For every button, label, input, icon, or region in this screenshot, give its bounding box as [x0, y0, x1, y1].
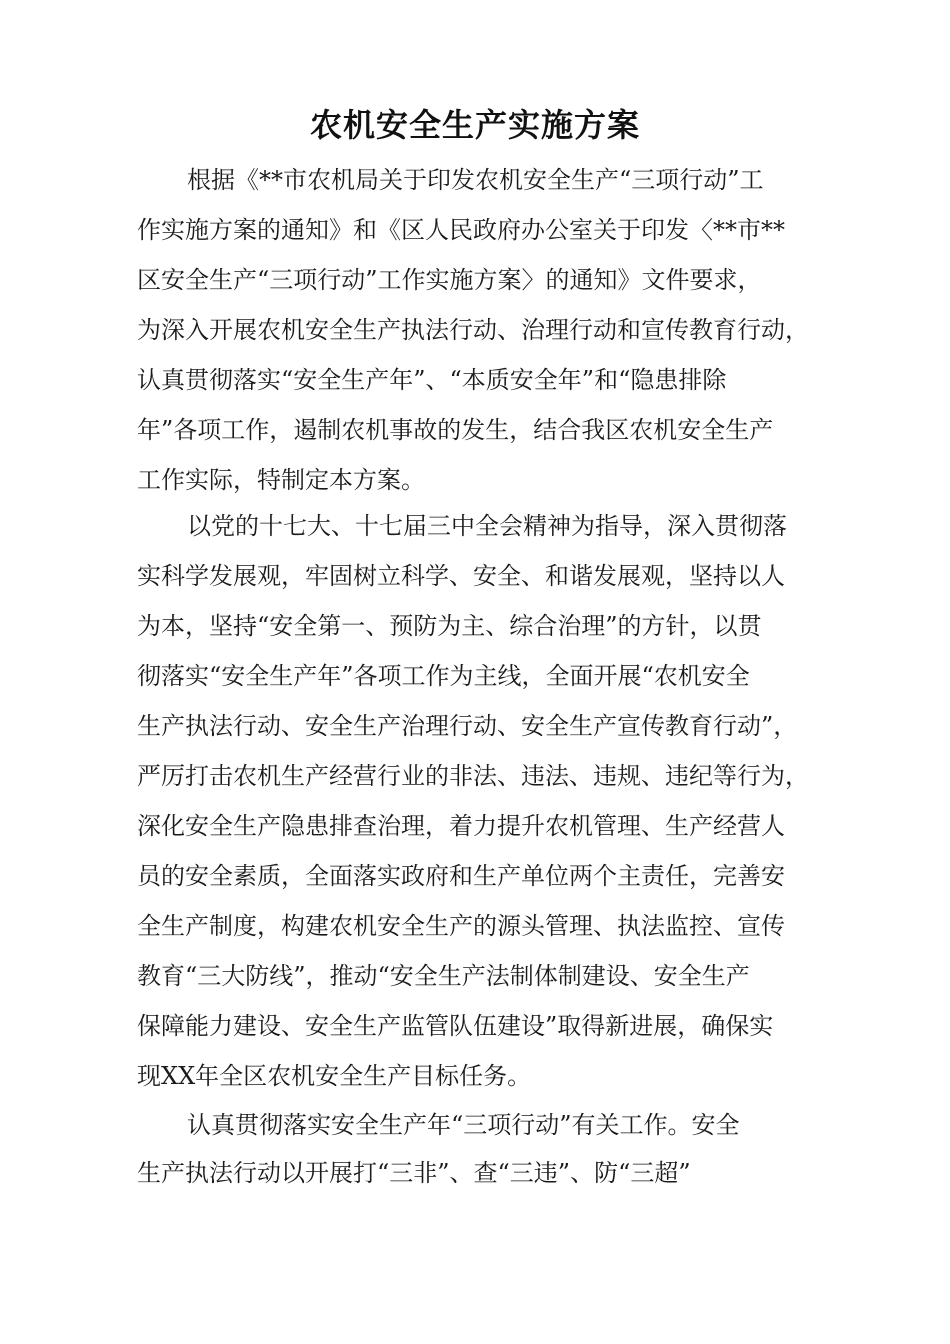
paragraph-line: 作实施方案的通知》和《区人民政府办公室关于印发〈**市** [137, 216, 785, 244]
document-title: 农机安全生产实施方案 [309, 106, 640, 144]
paragraph-line: 认真贯彻落实安全生产年“三项行动”有关工作。安全 [187, 1111, 740, 1139]
paragraph-line: 为本，坚持“安全第一、预防为主、综合治理”的方针，以贯 [137, 612, 762, 640]
paragraph-line: 员的安全素质，全面落实政府和生产单位两个主责任，完善安 [137, 862, 785, 890]
paragraph-2 [137, 501, 837, 1101]
paragraph-line: 教育“三大防线”，推动“安全生产法制体制建设、安全生产 [137, 962, 750, 990]
paragraph-line: 实科学发展观，牢固树立科学、安全、和谐发展观，坚持以人 [137, 562, 785, 590]
paragraph-line: 现XX年全区农机安全生产目标任务。 [137, 1062, 532, 1090]
paragraph-line: 生产执法行动、安全生产治理行动、安全生产宣传教育行动”， [137, 712, 798, 740]
paragraph-line: 年”各项工作，遏制农机事故的发生，结合我区农机安全生产 [137, 416, 774, 444]
paragraph-line: 区安全生产“三项行动”工作实施方案〉的通知》文件要求， [137, 266, 762, 294]
paragraph-line: 以党的十七大、十七届三中全会精神为指导，深入贯彻落 [187, 512, 787, 540]
paragraph-line: 严厉打击农机生产经营行业的非法、违法、违规、违纪等行为， [137, 762, 809, 790]
paragraph-line: 彻落实“安全生产年”各项工作为主线，全面开展“农机安全 [137, 662, 750, 690]
paragraph-line: 生产执法行动以开展打“三非”、查“三违”、防“三超” [137, 1159, 691, 1187]
paragraph-1 [137, 155, 837, 505]
paragraph-3 [137, 1101, 837, 1197]
paragraph-line: 保障能力建设、安全生产监管队伍建设”取得新进展，确保实 [137, 1012, 774, 1040]
paragraph-line: 为深入开展农机安全生产执法行动、治理行动和宣传教育行动， [137, 316, 809, 344]
paragraph-line: 认真贯彻落实“安全生产年”、“本质安全年”和“隐患排除 [137, 366, 727, 394]
paragraph-line: 工作实际，特制定本方案。 [137, 466, 425, 494]
paragraph-line: 根据《**市农机局关于印发农机安全生产“三项行动”工 [187, 166, 764, 194]
paragraph-line: 全生产制度，构建农机安全生产的源头管理、执法监控、宣传 [137, 912, 785, 940]
paragraph-line: 深化安全生产隐患排查治理，着力提升农机管理、生产经营人 [137, 812, 785, 840]
